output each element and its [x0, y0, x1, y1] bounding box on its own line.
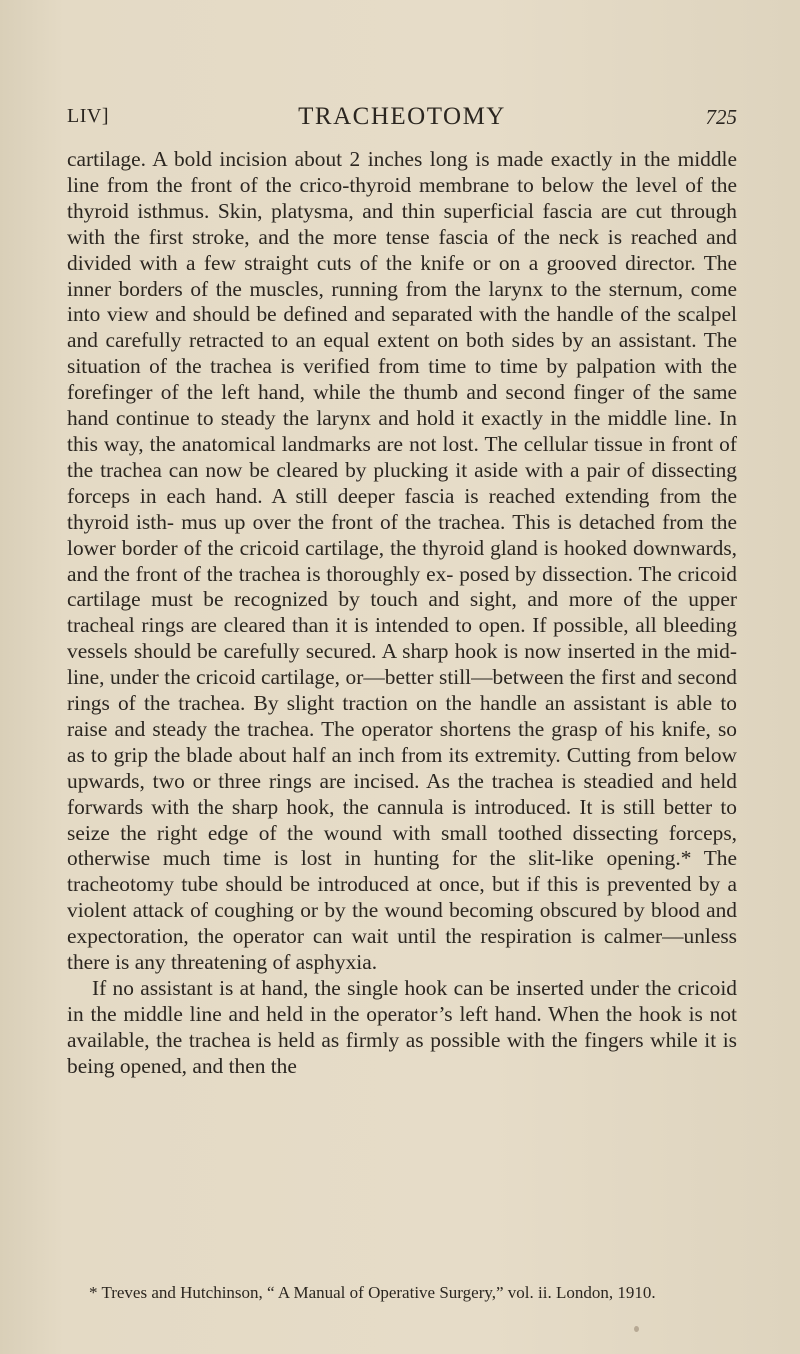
running-header	[67, 103, 737, 131]
body-text	[67, 147, 737, 1080]
paragraph: If no assistant is at hand, the single hook can be inserted under the cricoid in the middle line and held in the operator’s left hand. When the hook is not available, the trachea is held as firmly as possible with the fingers while it is being opened, and then the	[67, 976, 737, 1078]
paragraph: cartilage. A bold incision about 2 inches long is made exactly in the middle line from the front of the crico-thyroid membrane to below the level of the thyroid isthmus. Skin, platysma, and thin superficial fascia are cut through with the first stroke, and the more tense fascia of the neck is reached and divided with a few straight cuts of the knife or on a grooved director. The inner borders of the muscles, running from the larynx to the sternum, come into view and should be defined and separated with the handle of the scalpel and carefully retracted to an equal extent on both sides by an assistant. The situation of the trachea is verified from time to time by palpation with the forefinger of the left hand, while the thumb and second finger of the same hand continue to steady the larynx and hold it exactly in the middle line. In this way, the anatomical landmarks are not lost. The cellular tissue in front of the trachea can now be cleared by plucking it aside with a pair of dissecting forceps in each hand. A still deeper fascia is reached extending from the thyroid isth- mus up over the front of the trachea. This is detached from the lower border of the cricoid cartilage, the thyroid gland is hooked downwards, and the front of the trachea is thoroughly ex- posed by dissection. The cricoid cartilage must be recognized by touch and sight, and more of the upper tracheal rings are cleared than it is intended to open. If possible, all bleeding vessels should be carefully secured. A sharp hook is now inserted in the mid-line, under the cricoid cartilage, or—better still—between the first and second rings of the trachea. By slight traction on the handle an assistant is able to raise and steady the trachea. The operator shortens the grasp of his knife, so as to grip the blade about half an inch from its extremity. Cutting from below upwards, two or three rings are incised. As the trachea is steadied and held forwards with the sharp hook, the cannula is introduced. It is still better to seize the right edge of the wound with small toothed dissecting forceps, otherwise much time is lost in hunting for the slit-like opening.* The tracheotomy tube should be introduced at once, but if this is prevented by a violent attack of coughing or by the wound becoming obscured by blood and expectoration, the operator can wait until the respiration is calmer—unless there is any threatening of asphyxia.	[67, 147, 737, 975]
chapter-number: LIV]	[67, 105, 109, 127]
paper-speck	[634, 1326, 639, 1332]
footnote: * Treves and Hutchinson, “ A Manual of Operative Surgery,” vol. ii. London, 1910.	[89, 1283, 656, 1302]
page-number: 725	[705, 105, 737, 129]
running-title: TRACHEOTOMY	[298, 103, 506, 130]
